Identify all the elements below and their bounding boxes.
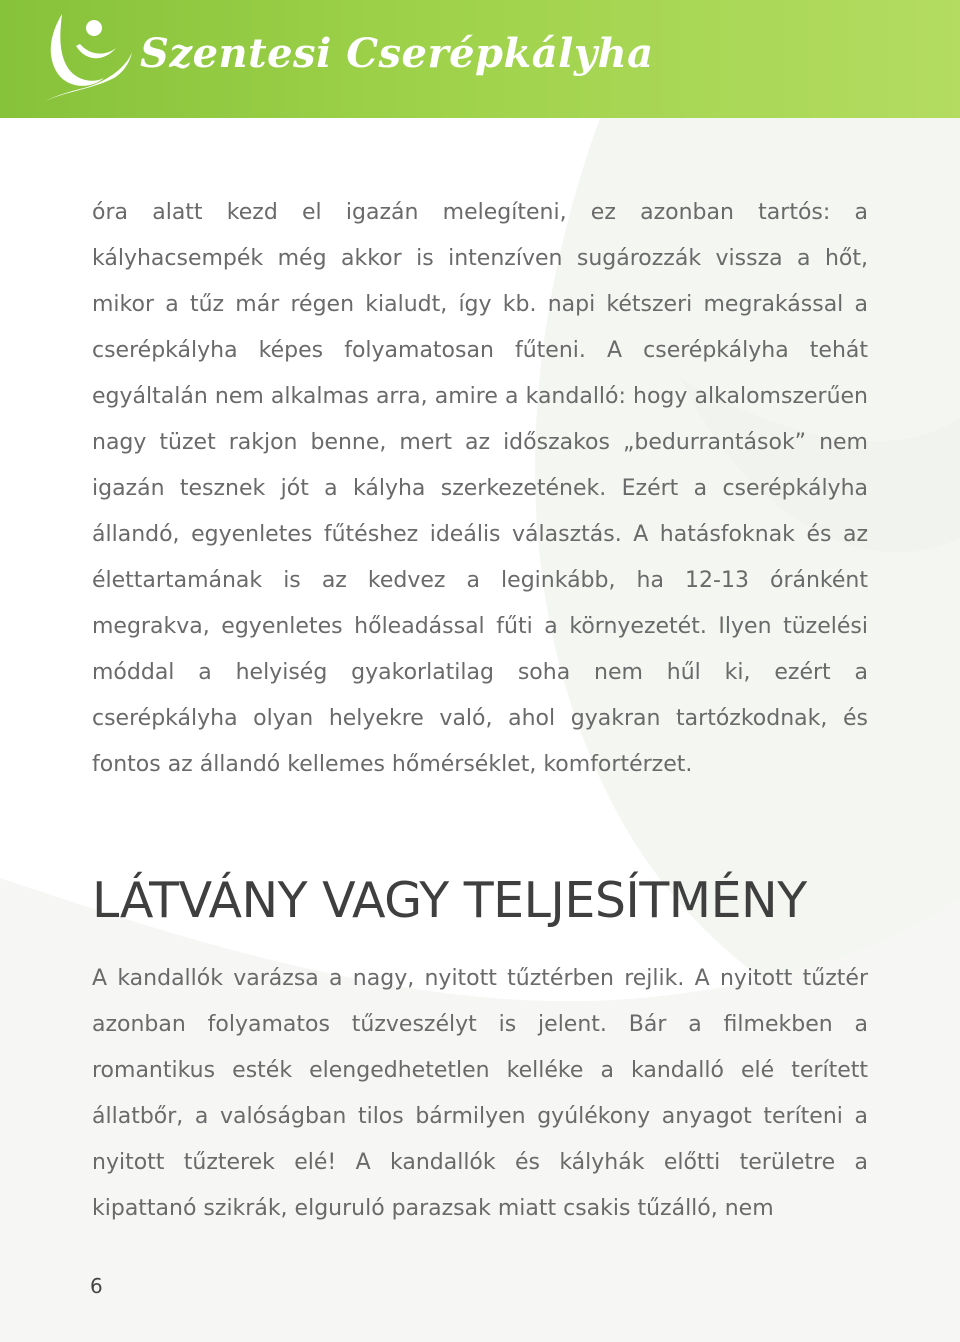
section-heading: LÁTVÁNY VAGY TELJESÍTMÉNY xyxy=(92,872,807,929)
header-banner xyxy=(0,0,960,118)
page-number: 6 xyxy=(90,1274,103,1298)
body-paragraph: óra alatt kezd el igazán melegíteni, ez azonban tartós: a kályhacsempék még akkor is intenzíven sugározzák vissza a hőt, mikor a tűz már régen kialudt, így kb. napi kétszeri megrakással a cserépkályha képes folyamatosan fűteni. A cserépkályha tehát egyáltalán nem alkalmas arra, amire a kandalló: hogy alkalomszerűen nagy tüzet rakjon benne, mert az időszakos „bedurrantások” nem igazán tesznek jót a kályha szerkezetének. Ezért a cserépkályha állandó, egyenletes fűtéshez ideális választás. A hatásfoknak és az élettartamának is az kedvez a leginkább, ha 12-13 óránként megrakva, egyenletes hőleadással fűti a környezetét. Ilyen tüzelési móddal a helyiség gyakorlatilag soha nem hűl ki, ezért a cserépkályha olyan helyekre való, ahol gyakran tartózkodnak, és fontos az állandó kellemes hőmérséklet, komfortérzet. xyxy=(92,200,868,777)
flame-figure-logo-icon xyxy=(32,6,136,110)
page-content xyxy=(92,190,868,1232)
body-paragraph: A kandallók varázsa a nagy, nyitott tűztérben rejlik. A nyitott tűztér azonban folyamatos tűzveszélyt is jelent. Bár a filmekben a romantikus esték elengedhetetlen kelléke a kandalló elé terített állatbőr, a valóságban tilos bármilyen gyúlékony anyagot teríteni a nyitott tűzterek elé! A kandallók és kályhák előtti területre a kipattanó szikrák, elguruló parazsak miatt csakis tűzálló, nem xyxy=(92,966,868,1221)
brand-name: Szentesi Cserépkályha xyxy=(140,30,654,77)
